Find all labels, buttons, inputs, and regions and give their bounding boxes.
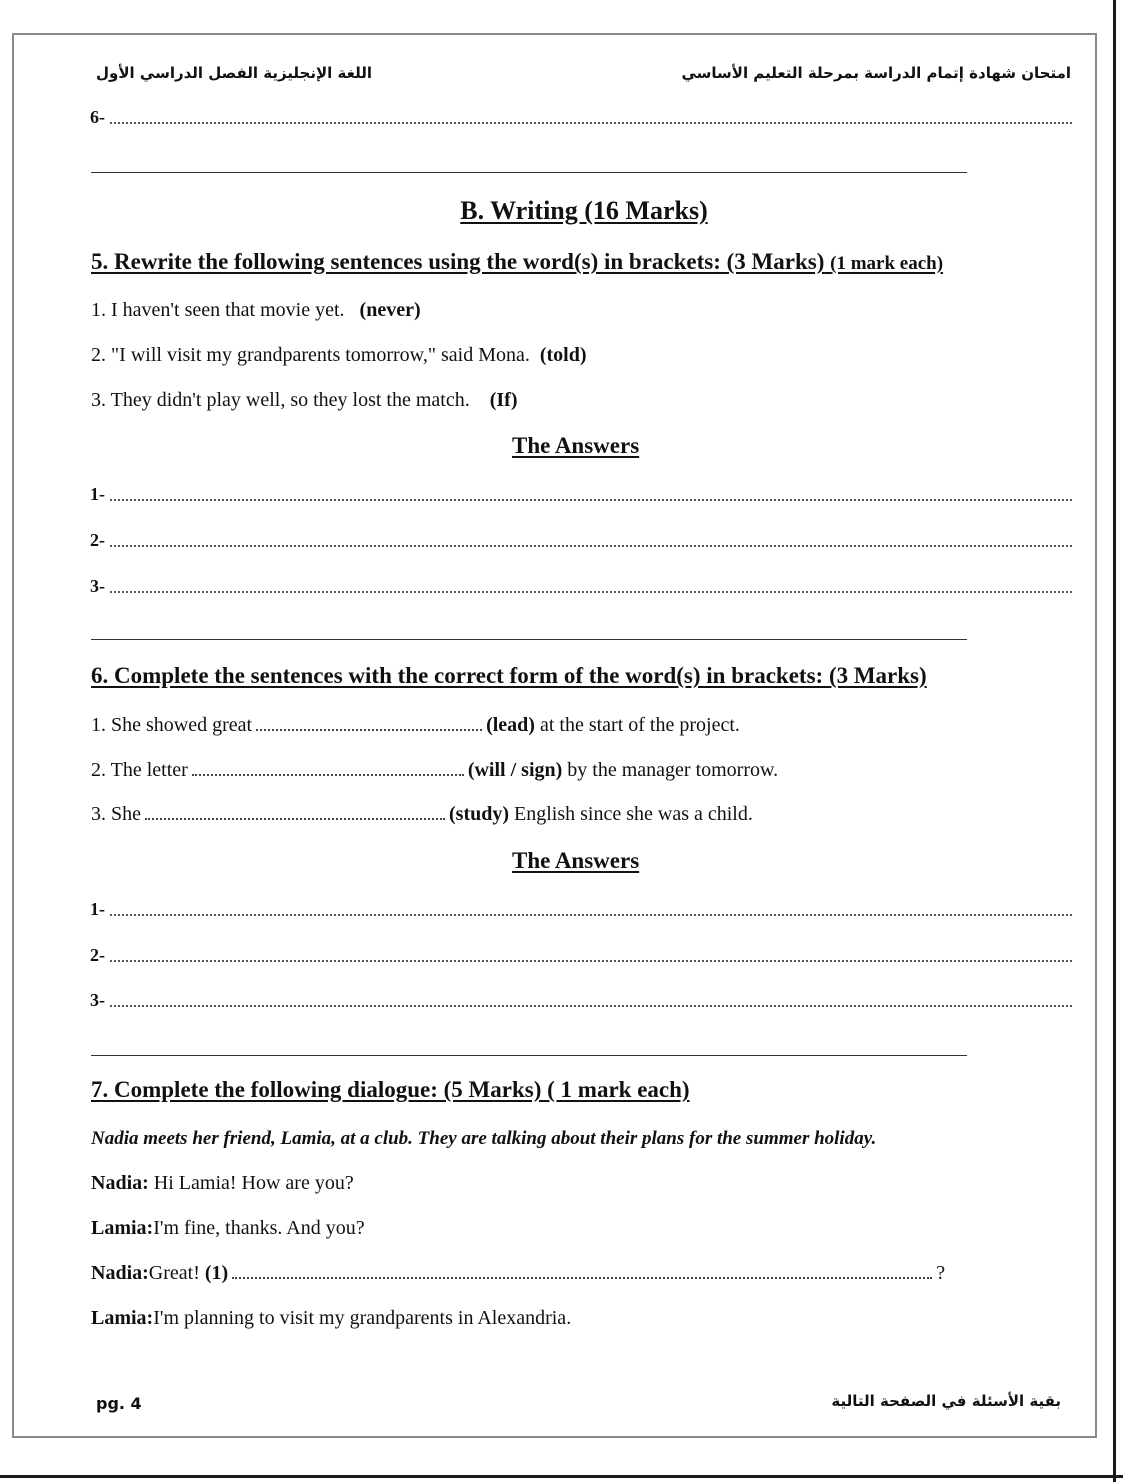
dialogue-line-3 [91,1262,945,1285]
q5-item-1-text: 1. I haven't seen that movie yet. [91,299,345,321]
q6-answers-title: The Answers [512,848,640,873]
dialogue-text-1: Hi Lamia! How are you? [148,1172,354,1194]
dialogue-line-1 [91,1172,354,1195]
q6-item-3-after: English since she was a child. [514,803,753,825]
q6-item-3-blank[interactable] [145,804,445,820]
q6-answer-label-2: 2- [90,945,105,965]
q6-item-2-after: by the manager tomorrow. [567,759,779,781]
dialogue-text-3: Great! [148,1262,205,1284]
dialogue-question-mark: ? [936,1262,946,1284]
dialogue-speaker-1: Nadia: [91,1172,149,1194]
header-subject: اللغة الإنجليزية الفصل الدراسي الأول [96,64,372,82]
q6-item-2 [91,759,778,782]
q6-title: 6. Complete the sentences with the correct form of the word(s) in brackets: (3 Marks) [91,663,927,688]
q5-answer-label-3: 3- [90,576,105,596]
q5-title-note: (1 mark each) [830,253,944,274]
footer-continue-note: بقية الأسئلة في الصفحة التالية [831,1392,1061,1410]
q6-item-1-hint: (lead) [486,714,535,736]
separator-1 [91,172,967,173]
q6-item-3 [91,803,753,826]
q6-item-2-before: 2. The letter [91,759,188,781]
q5-item-2-hint: (told) [539,344,587,366]
dialogue-text-4: I'm planning to visit my grandparents in Alexandria. [153,1307,572,1329]
q5-answer-line-1[interactable] [110,499,1072,501]
q6-item-3-before: 3. She [91,803,141,825]
dialogue-text-2: I'm fine, thanks. And you? [153,1217,365,1239]
separator-3 [91,1055,967,1056]
answer-label-6: 6- [90,107,105,127]
q7-title: 7. Complete the following dialogue: (5 Marks) ( 1 mark each) [91,1077,690,1102]
dialogue-blank-1[interactable] [232,1263,932,1279]
dialogue-line-2 [91,1217,365,1240]
q5-item-2 [91,344,587,367]
q6-item-1 [91,714,740,737]
q5-title-main: 5. Rewrite the following sentences using the word(s) in brackets: (3 Marks) [91,249,825,274]
q5-answer-line-2[interactable] [110,545,1072,547]
q6-answer-line-1[interactable] [110,914,1072,916]
answer-line-6[interactable] [110,122,1072,124]
q5-item-1 [91,299,421,322]
q5-answer-label-1: 1- [90,484,105,504]
q6-answer-label-3: 3- [90,990,105,1010]
q6-item-2-hint: (will / sign) [467,759,563,781]
q5-item-1-hint: (never) [359,299,421,321]
q5-answers-title: The Answers [512,433,640,458]
dialogue-line-4 [91,1307,571,1330]
section-title: B. Writing (16 Marks) [460,196,708,225]
q6-item-1-before: 1. She showed great [91,714,253,736]
q6-answer-line-2[interactable] [110,960,1072,962]
q7-scenario: Nadia meets her friend, Lamia, at a club. They are talking about their plans for the summer holiday. [91,1128,877,1149]
dialogue-speaker-3: Nadia: [91,1262,149,1284]
page-number: pg. 4 [96,1394,142,1413]
q6-item-1-blank[interactable] [256,715,482,731]
q5-item-2-text: 2. "I will visit my grandparents tomorrow," said Mona. [91,344,530,366]
q6-answer-label-1: 1- [90,899,105,919]
q6-item-2-blank[interactable] [192,760,464,776]
dialogue-speaker-2: Lamia: [91,1217,154,1239]
q5-answer-line-3[interactable] [110,591,1072,593]
header-exam-title: امتحان شهادة إتمام الدراسة بمرحلة التعليم الأساسي [681,64,1071,82]
q5-item-3-hint: (If) [489,389,518,411]
q6-answer-line-3[interactable] [110,1005,1072,1007]
q5-title [91,249,943,275]
q5-answer-label-2: 2- [90,530,105,550]
q5-item-3-text: 3. They didn't play well, so they lost the match. [91,389,470,411]
dialogue-blank-number-1: (1) [204,1262,229,1284]
q5-item-3 [91,389,518,412]
q6-item-1-after: at the start of the project. [539,714,740,736]
page-edge-bottom [0,1475,1123,1478]
q6-item-3-hint: (study) [449,803,510,825]
dialogue-speaker-4: Lamia: [91,1307,154,1329]
separator-2 [91,639,967,640]
